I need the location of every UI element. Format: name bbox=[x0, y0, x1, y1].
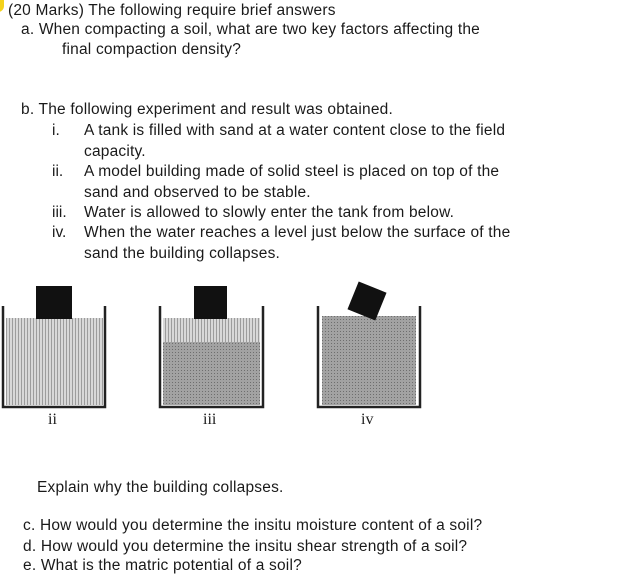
question-b-intro: b. The following experiment and result was obtained. bbox=[21, 101, 393, 118]
tank-iv bbox=[318, 281, 420, 407]
figure-label: ii bbox=[48, 411, 57, 428]
step-number: iii. bbox=[52, 204, 67, 221]
step-text: sand and observed to be stable. bbox=[84, 184, 311, 201]
sand-wet-fill bbox=[322, 316, 416, 405]
figure-label: iii bbox=[203, 411, 217, 428]
sand-dry-fill bbox=[163, 318, 260, 342]
step-number: iv. bbox=[52, 224, 67, 241]
step-number: ii. bbox=[52, 163, 64, 180]
step-number: i. bbox=[52, 122, 60, 139]
explain-text: Explain why the building collapses. bbox=[37, 479, 284, 496]
step-text: capacity. bbox=[84, 143, 146, 160]
sand-dry-fill bbox=[6, 318, 103, 405]
question-d: d. How would you determine the insitu shear strength of a soil? bbox=[23, 538, 468, 555]
building-block bbox=[194, 286, 227, 319]
header-text: (20 Marks) The following require brief answers bbox=[8, 2, 336, 19]
step-text: sand the building collapses. bbox=[84, 245, 281, 262]
tank-iii bbox=[160, 286, 263, 407]
sand-wet-fill bbox=[163, 342, 260, 405]
step-text: When the water reaches a level just below the surface of the bbox=[84, 224, 511, 241]
step-text: A model building made of solid steel is placed on top of the bbox=[84, 163, 500, 180]
building-block bbox=[36, 286, 72, 319]
building-block bbox=[347, 281, 386, 320]
question-a-line1: a. When compacting a soil, what are two key factors affecting the bbox=[21, 21, 480, 38]
question-c: c. How would you determine the insitu moisture content of a soil? bbox=[23, 517, 483, 534]
figure-label: iv bbox=[361, 411, 374, 428]
step-text: Water is allowed to slowly enter the tank from below. bbox=[84, 204, 455, 221]
question-a-line2: final compaction density? bbox=[62, 41, 242, 58]
step-text: A tank is filled with sand at a water content close to the field bbox=[84, 122, 506, 139]
tank-ii bbox=[3, 286, 105, 407]
question-e: e. What is the matric potential of a soil? bbox=[23, 557, 302, 574]
